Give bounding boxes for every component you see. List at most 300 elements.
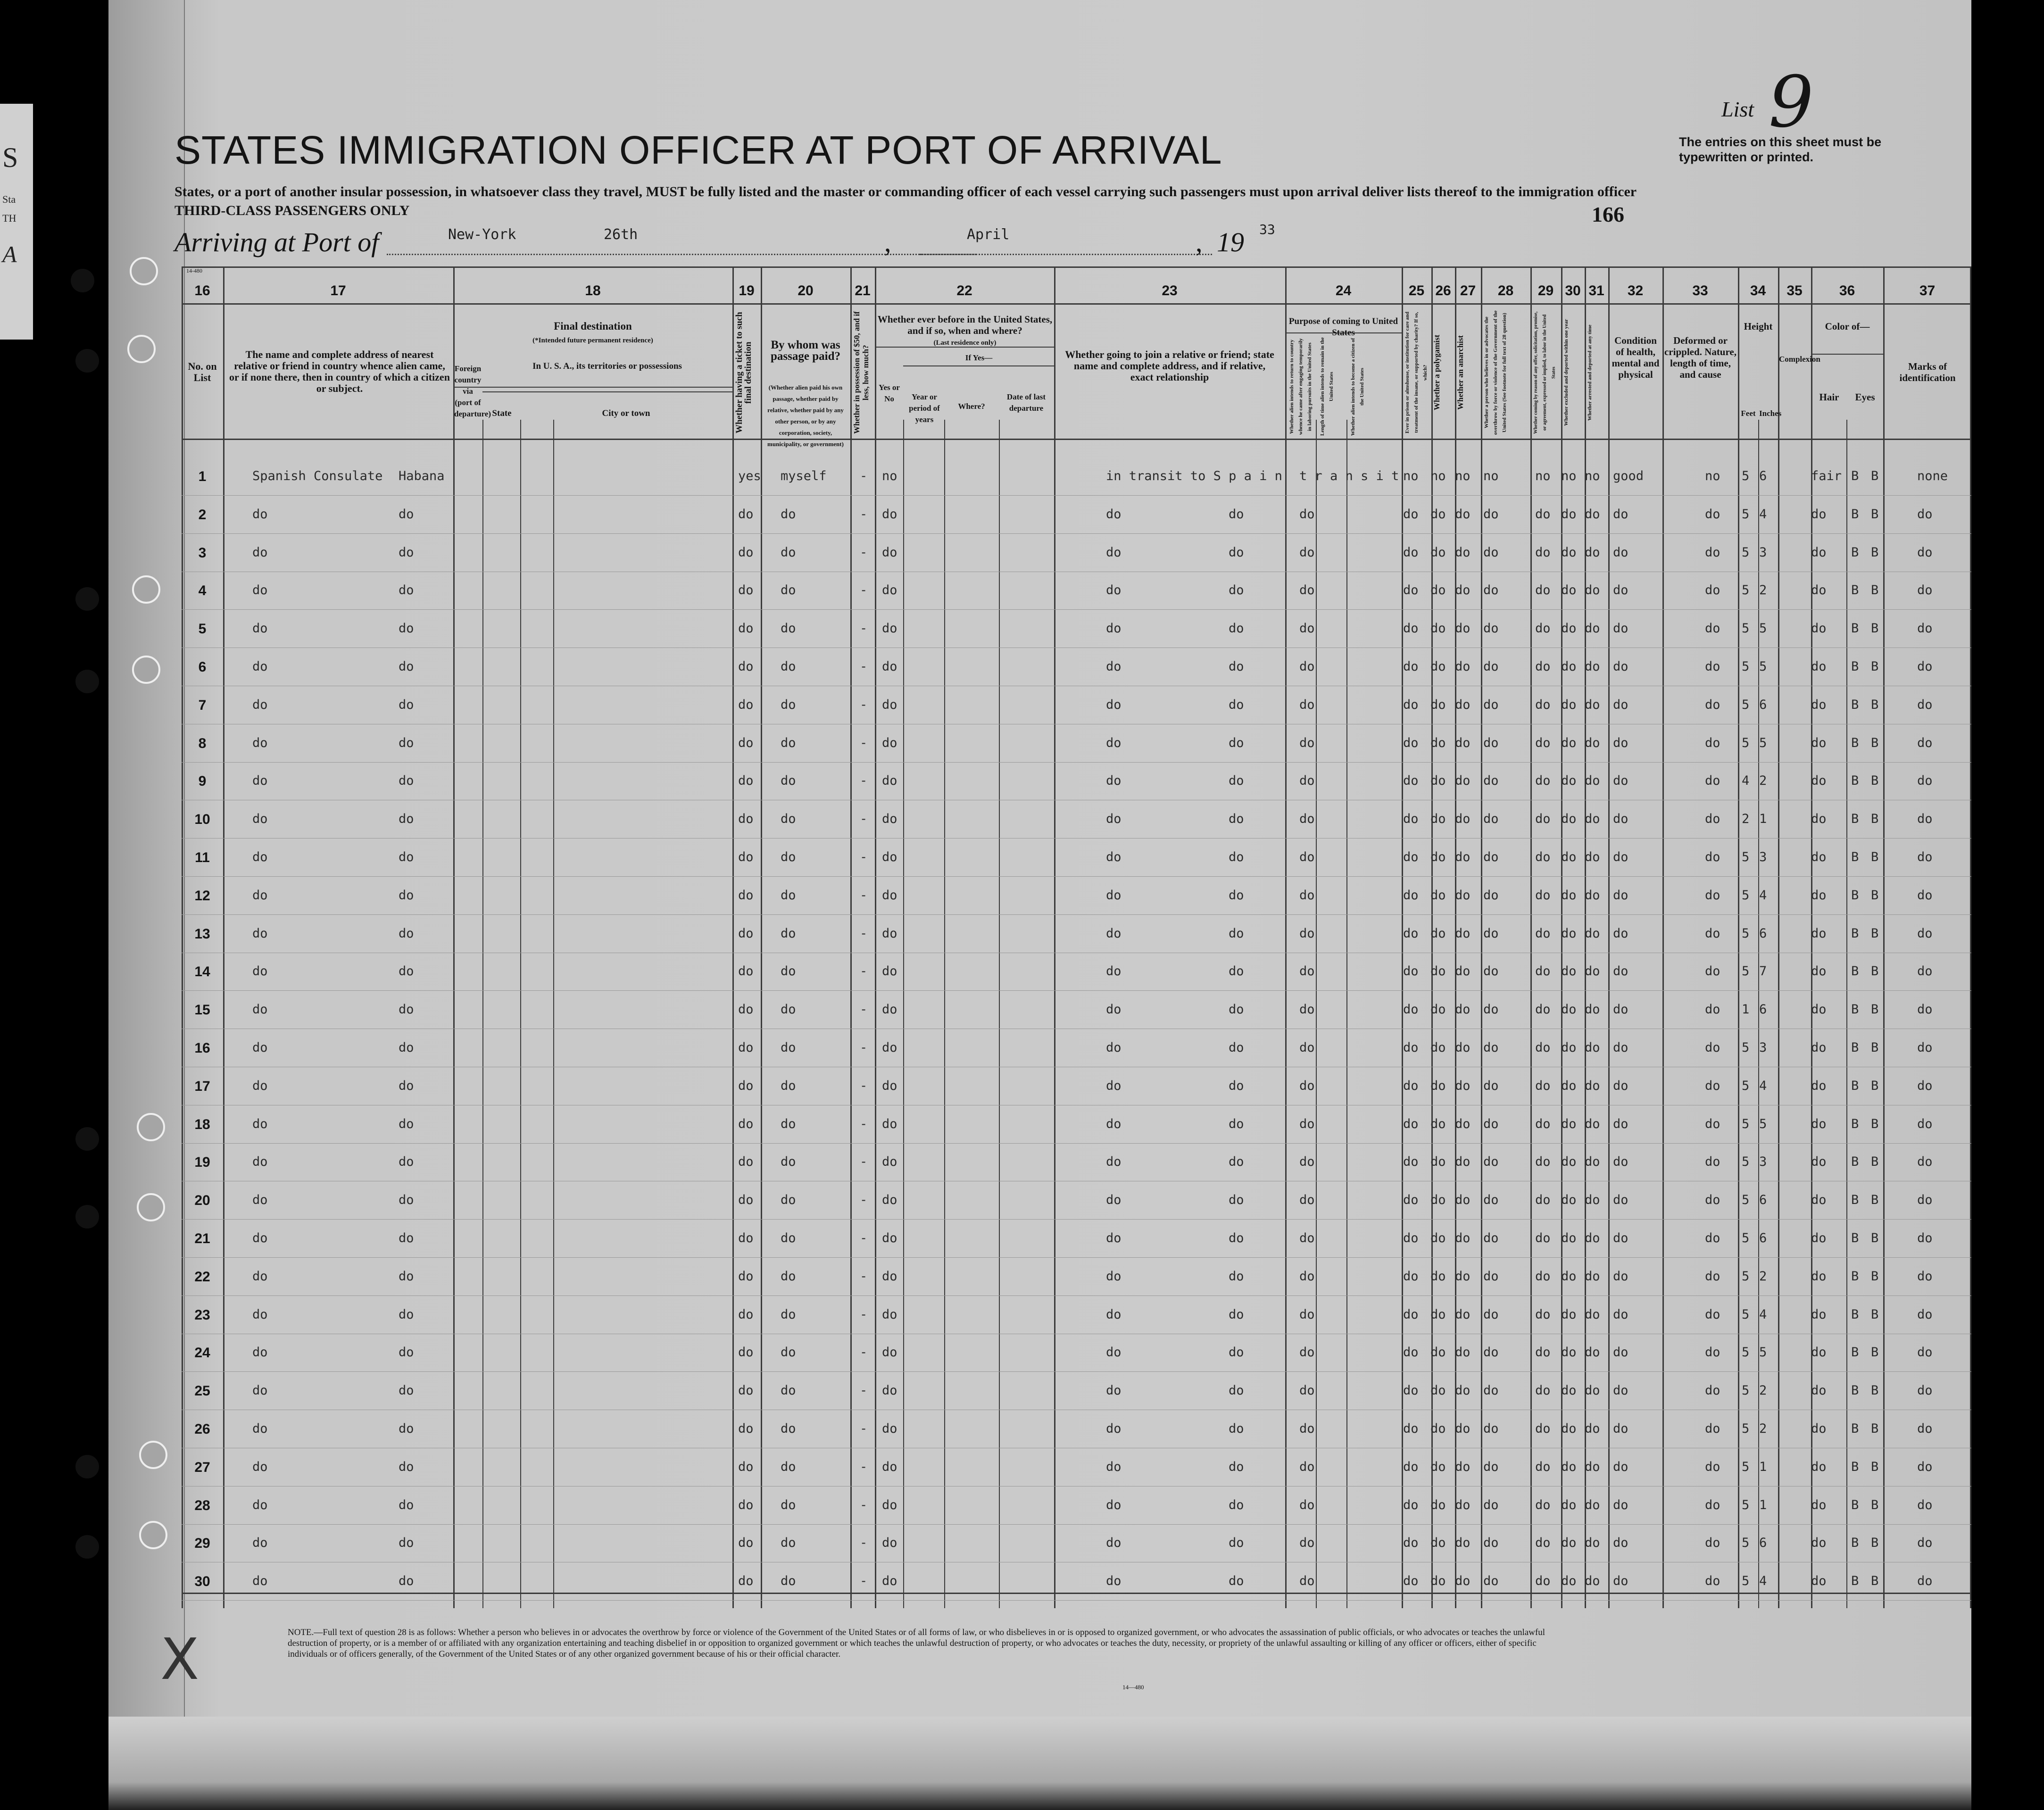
row-cell-join: do [1106, 1497, 1122, 1512]
row-cell-marks: do [1917, 1078, 1933, 1093]
binder-hole [75, 1535, 99, 1559]
row-cell-join2: do [1229, 659, 1244, 674]
row-cell-deformed: do [1705, 697, 1720, 712]
row-cell-purpose: do [1299, 1497, 1315, 1512]
header-health: Condition of health, mental and physical [1612, 335, 1660, 380]
row-cell-q26: do [1430, 1269, 1446, 1284]
row-cell-eyes: B [1871, 659, 1879, 674]
sheet-number: 166 [1592, 202, 1624, 226]
row-cell-q29: do [1535, 1154, 1551, 1170]
row-cell-marks: do [1917, 1231, 1933, 1245]
row-cell-eyes: B [1871, 583, 1879, 598]
header-yes-no: Yes or No [879, 383, 900, 403]
row-cell-health: do [1613, 506, 1629, 522]
row-cell-rel: do [252, 1193, 268, 1208]
row-cell-q27: do [1455, 888, 1471, 903]
row-cell-purpose: do [1299, 1345, 1315, 1360]
row-cell-paid: do [781, 926, 796, 941]
row-cell-q28: do [1483, 926, 1499, 941]
row-cell-before: do [882, 1269, 897, 1284]
column-number: 31 [1588, 283, 1604, 299]
row-cell-rel: do [252, 964, 268, 979]
binder-ring [137, 1113, 165, 1141]
row-cell-inches: 7 [1759, 964, 1767, 979]
row-cell-feet: 5 [1742, 850, 1750, 864]
row-cell-hair: B [1851, 926, 1859, 941]
row-cell-before: do [882, 1078, 897, 1093]
row-cell-join: do [1106, 926, 1122, 941]
comma-2: , [1196, 227, 1203, 257]
row-cell-rel: do [252, 888, 268, 903]
row-number: 27 [194, 1459, 210, 1475]
header-state: State [492, 408, 512, 418]
row-cell-q25: do [1403, 926, 1419, 941]
year-suffix: 33 [1259, 222, 1275, 237]
row-cell-inches: 6 [1759, 697, 1767, 712]
row-cell-money: - [860, 812, 868, 827]
row-cell-q25: do [1403, 697, 1419, 712]
row-cell-deformed: do [1705, 1536, 1720, 1551]
row-cell-join2: do [1229, 1002, 1244, 1017]
row-cell-rel: do [252, 1154, 268, 1170]
header-hair: Hair [1819, 391, 1839, 403]
row-cell-eyes: B [1871, 1154, 1879, 1170]
row-cell-q31: do [1585, 583, 1600, 598]
row-cell-q27: do [1455, 926, 1471, 941]
row-cell-feet: 5 [1742, 1421, 1750, 1436]
row-cell-q27: do [1455, 1269, 1471, 1284]
sub-column-divider [999, 420, 1000, 1608]
row-cell-addr: do [399, 1078, 414, 1093]
row-cell-q25: do [1403, 812, 1419, 827]
header-ever-before: Whether ever before in the United States, and if so, when and where? [877, 314, 1053, 336]
row-line [182, 1143, 1971, 1144]
row-cell-rel: do [252, 621, 268, 636]
row-cell-eyes: B [1871, 1459, 1879, 1474]
row-cell-marks: do [1917, 888, 1933, 903]
row-cell-health: do [1613, 659, 1629, 674]
row-cell-join2: do [1229, 1116, 1244, 1131]
column-divider [1054, 266, 1055, 1608]
row-cell-paid: do [781, 1536, 796, 1551]
row-cell-feet: 5 [1742, 1040, 1750, 1055]
row-cell-hair: B [1851, 1383, 1859, 1398]
row-cell-q31: do [1585, 506, 1600, 522]
row-cell-feet: 5 [1742, 735, 1750, 750]
row-cell-paid: do [781, 1345, 796, 1360]
row-cell-addr: do [399, 1307, 414, 1322]
row-cell-addr: do [399, 1421, 414, 1436]
row-cell-tick: do [738, 1116, 754, 1131]
row-cell-purpose: do [1299, 1421, 1315, 1436]
row-cell-tick: do [738, 1269, 754, 1284]
row-cell-q28: do [1483, 850, 1499, 864]
header-intends-citizen: Whether alien intends to become a citizen of the United States [1350, 338, 1365, 436]
row-cell-marks: do [1917, 506, 1933, 522]
row-cell-before: do [882, 1536, 897, 1551]
row-cell-eyes: B [1871, 773, 1879, 789]
row-cell-join: do [1106, 1345, 1122, 1360]
row-cell-addr: do [399, 1574, 414, 1589]
row-cell-inches: 6 [1759, 469, 1767, 483]
row-cell-join: in transit to S p a i n [1106, 469, 1282, 483]
row-number: 8 [198, 735, 207, 751]
row-cell-join: do [1106, 1116, 1122, 1131]
row-cell-q27: do [1455, 1002, 1471, 1017]
header-ticket: Whether having a ticket to such final destination [734, 312, 753, 433]
row-cell-paid: do [781, 773, 796, 789]
row-cell-health: do [1613, 1536, 1629, 1551]
row-cell-feet: 5 [1742, 659, 1750, 674]
row-cell-addr: do [399, 1116, 414, 1131]
date-line [920, 254, 1212, 255]
row-cell-q31: do [1585, 1193, 1600, 1208]
column-number: 27 [1460, 283, 1476, 299]
row-cell-q29: do [1535, 506, 1551, 522]
row-cell-q30: do [1561, 1345, 1577, 1360]
row-cell-q25: do [1403, 545, 1419, 560]
row-cell-q29: do [1535, 1231, 1551, 1245]
row-cell-health: do [1613, 850, 1629, 864]
row-cell-health: do [1613, 697, 1629, 712]
row-cell-complexion: do [1811, 1269, 1827, 1284]
row-cell-hair: B [1851, 850, 1859, 864]
row-cell-before: do [882, 1193, 897, 1208]
row-cell-feet: 5 [1742, 926, 1750, 941]
row-cell-health: do [1613, 1116, 1629, 1131]
row-cell-tick: do [738, 1154, 754, 1170]
row-cell-marks: do [1917, 1307, 1933, 1322]
row-cell-feet: 5 [1742, 1116, 1750, 1131]
row-cell-deformed: do [1705, 1040, 1720, 1055]
header-in-usa: In U. S. A., its territories or possessions [532, 361, 682, 371]
binder-ring [139, 1521, 167, 1549]
row-line [182, 1524, 1971, 1525]
row-cell-join2: do [1229, 773, 1244, 789]
row-cell-inches: 2 [1759, 583, 1767, 598]
row-cell-q25: do [1403, 1116, 1419, 1131]
row-cell-money: - [860, 697, 868, 712]
row-cell-q29: do [1535, 1269, 1551, 1284]
row-cell-deformed: do [1705, 888, 1720, 903]
row-cell-join2: do [1229, 1154, 1244, 1170]
row-cell-q30: do [1561, 926, 1577, 941]
row-number: 18 [194, 1116, 210, 1132]
row-line [182, 495, 1971, 496]
row-cell-q31: do [1585, 1154, 1600, 1170]
row-cell-marks: do [1917, 1154, 1933, 1170]
row-cell-q26: do [1430, 1383, 1446, 1398]
row-cell-eyes: B [1871, 621, 1879, 636]
row-line [182, 762, 1971, 763]
row-cell-q27: do [1455, 735, 1471, 750]
row-cell-q26: do [1430, 735, 1446, 750]
row-cell-q30: do [1561, 964, 1577, 979]
column-number: 16 [194, 283, 210, 299]
row-cell-deformed: do [1705, 1002, 1720, 1017]
row-cell-q26: do [1430, 1536, 1446, 1551]
row-cell-addr: do [399, 506, 414, 522]
row-cell-health: do [1613, 1078, 1629, 1093]
row-cell-q31: do [1585, 1269, 1600, 1284]
binder-hole [75, 1455, 99, 1478]
row-cell-rel: do [252, 506, 268, 522]
row-cell-hair: B [1851, 1154, 1859, 1170]
row-cell-q25: do [1403, 1231, 1419, 1245]
row-cell-inches: 6 [1759, 1536, 1767, 1551]
row-cell-feet: 1 [1742, 1002, 1750, 1017]
column-number: 21 [855, 283, 871, 299]
row-cell-join2: do [1229, 735, 1244, 750]
row-line [182, 990, 1971, 991]
row-cell-eyes: B [1871, 812, 1879, 827]
row-cell-complexion: do [1811, 735, 1827, 750]
row-cell-rel: do [252, 1307, 268, 1322]
row-cell-hair: B [1851, 773, 1859, 789]
row-cell-q29: do [1535, 1078, 1551, 1093]
row-cell-q28: do [1483, 1116, 1499, 1131]
row-cell-q25: do [1403, 506, 1419, 522]
row-cell-eyes: B [1871, 1116, 1879, 1131]
row-cell-join: do [1106, 1459, 1122, 1474]
row-number: 30 [194, 1574, 210, 1590]
row-number: 29 [194, 1536, 210, 1552]
row-cell-inches: 5 [1759, 1345, 1767, 1360]
row-cell-marks: do [1917, 812, 1933, 827]
row-number: 7 [198, 697, 207, 713]
row-cell-eyes: B [1871, 1269, 1879, 1284]
row-cell-q25: do [1403, 1497, 1419, 1512]
row-cell-q31: do [1585, 1574, 1600, 1589]
row-cell-q31: do [1585, 1002, 1600, 1017]
column-number: 37 [1919, 283, 1936, 299]
row-cell-health: do [1613, 545, 1629, 560]
column-divider [1970, 266, 1971, 1608]
row-cell-tick: do [738, 964, 754, 979]
header-eyes: Eyes [1855, 391, 1875, 403]
row-number: 14 [194, 964, 210, 980]
row-cell-q26: do [1430, 1154, 1446, 1170]
header-deformed: Deformed or crippled. Nature, length of time, and cause [1664, 335, 1737, 380]
row-cell-q29: do [1535, 583, 1551, 598]
row-cell-tick: do [738, 1421, 754, 1436]
row-cell-money: - [860, 1078, 868, 1093]
row-cell-join2: do [1229, 1078, 1244, 1093]
row-cell-paid: do [781, 1269, 796, 1284]
row-cell-tick: do [738, 1459, 754, 1474]
row-cell-join: do [1106, 621, 1122, 636]
header-last-residence: (Last residence only) [933, 339, 997, 347]
row-cell-join2: do [1229, 1383, 1244, 1398]
footnote: NOTE.—Full text of question 28 is as follows: Whether a person who believes in or advocates the overthrow by force or violence of the Government of the United States or of all forms of law, or who disbelieves in or is opposed to organized government, or who advocates the assassination of public officials, or who advocates or teaches the unlawful destruction of property, or is a member of or affiliated with any organization entertaining and teaching disbelief in or opposition to organized government or which teaches the unlawful destruction of property, or who advocates or teaches the duty, necessity, or propriety of the unlawful assaulting or killing of any officer or officers, either of specific individuals or of officers generally, of the Government of the United States or of any other organized government because of his or their official character. [288, 1627, 1545, 1659]
row-cell-hair: B [1851, 1421, 1859, 1436]
header-nearest-relative: The name and complete address of nearest relative or friend in country whence alien came, or if none there, then in country of which a citizen or subject. [229, 349, 450, 394]
year-prefix: 19 [1217, 227, 1244, 257]
row-cell-q25: do [1403, 1078, 1419, 1093]
row-cell-q30: do [1561, 1154, 1577, 1170]
row-cell-tick: do [738, 697, 754, 712]
row-cell-q29: do [1535, 1497, 1551, 1512]
row-cell-complexion: do [1811, 545, 1827, 560]
row-cell-q27: do [1455, 1536, 1471, 1551]
row-cell-paid: do [781, 812, 796, 827]
entries-note: The entries on this sheet must be typewritten or printed. [1679, 135, 1882, 164]
row-cell-purpose: do [1299, 1040, 1315, 1055]
row-cell-complexion: do [1811, 888, 1827, 903]
binder-hole [75, 1205, 99, 1229]
row-cell-join2: do [1229, 1536, 1244, 1551]
row-number: 12 [194, 888, 210, 904]
row-cell-q27: no [1455, 469, 1471, 483]
binder-ring [137, 1193, 165, 1221]
row-cell-q31: do [1585, 1040, 1600, 1055]
row-cell-money: - [860, 1002, 868, 1017]
row-cell-eyes: B [1871, 1231, 1879, 1245]
row-cell-money: - [860, 850, 868, 864]
row-divider [182, 303, 1971, 305]
row-cell-hair: B [1851, 545, 1859, 560]
row-cell-feet: 5 [1742, 583, 1750, 598]
row-cell-purpose: do [1299, 1116, 1315, 1131]
row-cell-q25: no [1403, 469, 1419, 483]
row-cell-eyes: B [1871, 1536, 1879, 1551]
row-cell-join2: do [1229, 1193, 1244, 1208]
row-cell-money: - [860, 1154, 868, 1170]
row-cell-hair: B [1851, 1497, 1859, 1512]
column-number: 36 [1839, 283, 1855, 299]
row-cell-inches: 3 [1759, 545, 1767, 560]
row-cell-before: do [882, 1040, 897, 1055]
row-cell-q29: do [1535, 1383, 1551, 1398]
column-divider [223, 266, 224, 1608]
row-cell-paid: do [781, 545, 796, 560]
row-cell-deformed: do [1705, 1154, 1720, 1170]
row-cell-eyes: B [1871, 1078, 1879, 1093]
row-cell-rel: do [252, 1040, 268, 1055]
row-cell-hair: B [1851, 1345, 1859, 1360]
row-cell-money: - [860, 1231, 868, 1245]
row-cell-addr: do [399, 888, 414, 903]
row-cell-marks: do [1917, 1421, 1933, 1436]
row-cell-paid: do [781, 506, 796, 522]
row-cell-q25: do [1403, 1269, 1419, 1284]
row-cell-marks: do [1917, 1345, 1933, 1360]
row-cell-hair: B [1851, 506, 1859, 522]
row-cell-complexion: do [1811, 1383, 1827, 1398]
row-cell-deformed: do [1705, 1231, 1720, 1245]
row-cell-purpose: do [1299, 964, 1315, 979]
row-cell-inches: 3 [1759, 1040, 1767, 1055]
row-cell-marks: do [1917, 1040, 1933, 1055]
row-cell-hair: B [1851, 1002, 1859, 1017]
row-number: 20 [194, 1193, 210, 1209]
header-passage-paid-note: (Whether alien paid his own passage, whether paid by relative, whether paid by any other person, or by any corporation, society, municipality, or government) [767, 384, 844, 448]
row-cell-eyes: B [1871, 888, 1879, 903]
row-cell-purpose: do [1299, 1383, 1315, 1398]
row-cell-addr: do [399, 697, 414, 712]
row-cell-q30: do [1561, 697, 1577, 712]
column-divider [1883, 266, 1885, 1608]
row-cell-q27: do [1455, 1497, 1471, 1512]
row-cell-join: do [1106, 1002, 1122, 1017]
row-number: 23 [194, 1307, 210, 1323]
row-cell-purpose: do [1299, 1078, 1315, 1093]
row-cell-q28: do [1483, 964, 1499, 979]
row-cell-q31: do [1585, 812, 1600, 827]
row-divider [182, 1593, 1971, 1594]
column-number: 32 [1627, 283, 1644, 299]
row-cell-marks: do [1917, 735, 1933, 750]
row-cell-q29: no [1535, 469, 1551, 483]
row-cell-addr: do [399, 812, 414, 827]
row-cell-money: - [860, 1421, 868, 1436]
header-fifty-dollars: Whether in possession of $50, and if less, how much? [852, 311, 870, 434]
header-final-destination: Final destination [554, 320, 632, 332]
row-cell-q25: do [1403, 1383, 1419, 1398]
row-cell-q26: do [1430, 964, 1446, 979]
row-cell-health: do [1613, 1193, 1629, 1208]
row-cell-money: - [860, 1307, 868, 1322]
row-cell-q27: do [1455, 1040, 1471, 1055]
row-cell-deformed: do [1705, 1421, 1720, 1436]
row-cell-q31: do [1585, 697, 1600, 712]
row-cell-q27: do [1455, 697, 1471, 712]
row-cell-addr: do [399, 1193, 414, 1208]
row-cell-join: do [1106, 1231, 1122, 1245]
row-cell-rel: do [252, 1345, 268, 1360]
row-cell-inches: 4 [1759, 1574, 1767, 1589]
row-cell-inches: 2 [1759, 1421, 1767, 1436]
row-cell-q28: do [1483, 812, 1499, 827]
row-cell-q27: do [1455, 773, 1471, 789]
row-cell-q26: do [1430, 1574, 1446, 1589]
column-number: 34 [1750, 283, 1766, 299]
row-cell-q26: no [1430, 469, 1446, 483]
row-cell-rel: do [252, 1421, 268, 1436]
row-cell-join: do [1106, 1040, 1122, 1055]
row-cell-rel: do [252, 1383, 268, 1398]
row-cell-deformed: no [1705, 469, 1720, 483]
row-cell-before: do [882, 1116, 897, 1131]
row-cell-addr: do [399, 964, 414, 979]
row-cell-join2: do [1229, 1574, 1244, 1589]
row-cell-tick: do [738, 773, 754, 789]
row-cell-q28: do [1483, 659, 1499, 674]
row-cell-inches: 4 [1759, 888, 1767, 903]
header-polygamist: Whether a polygamist [1432, 334, 1441, 411]
row-cell-health: do [1613, 1574, 1629, 1589]
row-cell-before: do [882, 697, 897, 712]
row-cell-tick: do [738, 621, 754, 636]
row-cell-rel: do [252, 1536, 268, 1551]
row-line [182, 1600, 1971, 1601]
row-cell-inches: 4 [1759, 1078, 1767, 1093]
column-divider [1530, 266, 1532, 1608]
row-cell-feet: 5 [1742, 1345, 1750, 1360]
row-cell-deformed: do [1705, 1193, 1720, 1208]
row-divider [182, 266, 1971, 268]
row-cell-marks: do [1917, 773, 1933, 789]
row-cell-paid: do [781, 735, 796, 750]
header-inches: Inches [1759, 409, 1782, 418]
row-cell-before: do [882, 926, 897, 941]
row-cell-rel: do [252, 1116, 268, 1131]
column-number: 19 [739, 283, 755, 299]
row-cell-deformed: do [1705, 812, 1720, 827]
row-number: 28 [194, 1497, 210, 1513]
row-cell-q27: do [1455, 1459, 1471, 1474]
row-cell-purpose: do [1299, 1307, 1315, 1322]
